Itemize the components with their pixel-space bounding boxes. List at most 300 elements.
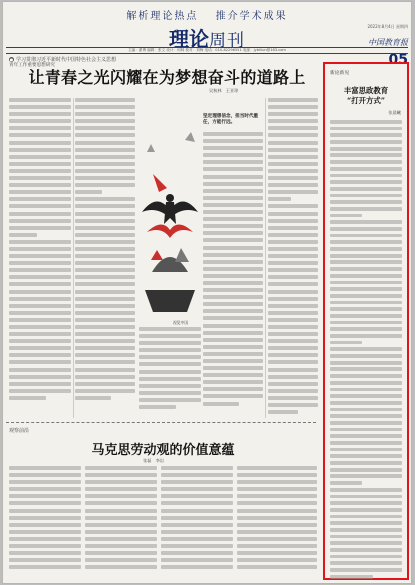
text-line [9, 304, 71, 308]
text-line [268, 119, 318, 123]
text-line [330, 140, 402, 144]
text-line [237, 501, 317, 505]
text-line [161, 466, 233, 470]
text-line [85, 551, 157, 555]
text-line [203, 132, 263, 136]
text-line [9, 530, 81, 534]
text-line [330, 167, 402, 171]
sidebar-headline-line1: 丰富思政教育 [343, 86, 389, 95]
text-line [268, 204, 318, 208]
text-line [9, 509, 81, 513]
text-line [75, 212, 135, 216]
text-line [330, 174, 402, 178]
text-line [330, 321, 402, 325]
masthead-title-sub: 周刊 [209, 31, 245, 51]
sidebar-headline-line2: “打开方式” [346, 96, 386, 105]
text-line [237, 473, 317, 477]
text-line [330, 461, 402, 465]
text-line [330, 267, 402, 271]
newspaper-page [2, 1, 412, 584]
text-line [268, 112, 318, 116]
page-number: 05 [388, 52, 408, 68]
text-line [203, 359, 263, 363]
text-line [75, 346, 135, 350]
text-line [85, 487, 157, 491]
text-line [330, 488, 402, 492]
text-line [268, 226, 318, 230]
text-line [75, 297, 135, 301]
highlighted-sidebar-article[interactable] [323, 62, 409, 580]
text-line [268, 212, 318, 216]
text-line [161, 501, 233, 505]
text-line [330, 260, 402, 264]
text-line [203, 246, 263, 250]
text-line [330, 388, 402, 392]
text-line [9, 183, 71, 187]
text-line [203, 238, 263, 242]
text-line [9, 247, 71, 251]
text-line [9, 176, 71, 180]
text-line [330, 501, 402, 505]
text-line [268, 247, 318, 251]
text-line [75, 268, 135, 272]
text-line [268, 197, 291, 201]
section-bullet-icon: ● [9, 57, 14, 62]
text-line [9, 516, 81, 520]
text-line [203, 295, 263, 299]
text-line [203, 380, 263, 384]
text-line [203, 203, 263, 207]
paper-name: 中国教育报 [368, 38, 408, 47]
pull-quote-text: 坚定理想信念，担当时代重任，方能行远。 [203, 114, 259, 125]
text-line [330, 528, 402, 532]
text-line [330, 281, 402, 285]
text-line [330, 327, 402, 331]
text-line [330, 120, 402, 124]
text-line [203, 402, 239, 406]
text-line [9, 197, 71, 201]
text-line [330, 468, 402, 472]
text-line [85, 494, 157, 498]
text-line [203, 373, 263, 377]
article-column-2 [75, 98, 135, 403]
text-line [9, 494, 81, 498]
text-line [268, 133, 318, 137]
text-line [75, 176, 135, 180]
text-line [161, 530, 233, 534]
text-line [9, 353, 71, 357]
text-line [330, 294, 402, 298]
text-line [75, 254, 135, 258]
text-line [9, 558, 81, 562]
text-line [268, 325, 318, 329]
editor-info-line: 主编：翟博 编辑：张文 设计：何林 校对：刘梅 电话：010-82296551 电邮：jyblilun@163.com [128, 48, 286, 52]
text-line [203, 316, 263, 320]
text-line [203, 231, 263, 235]
text-line [330, 555, 402, 559]
text-line [330, 414, 402, 418]
text-line [85, 466, 157, 470]
text-line [237, 537, 317, 541]
text-line [330, 508, 402, 512]
text-line [268, 311, 318, 315]
text-line [75, 169, 135, 173]
text-line [139, 384, 201, 388]
text-line [9, 162, 71, 166]
text-line [9, 212, 71, 216]
text-line [330, 561, 402, 565]
text-line [85, 523, 157, 527]
text-line [237, 516, 317, 520]
text-line [268, 219, 318, 223]
text-line [75, 119, 135, 123]
text-line [268, 162, 318, 166]
text-line [330, 347, 402, 351]
text-line [75, 183, 135, 187]
text-line [9, 268, 71, 272]
text-line [161, 537, 233, 541]
text-line [330, 187, 402, 191]
text-line [330, 301, 402, 305]
masthead-slogan [3, 7, 411, 22]
text-line [330, 227, 402, 231]
text-line [75, 240, 135, 244]
text-line [268, 360, 318, 364]
text-line [268, 240, 318, 244]
text-line [75, 332, 135, 336]
main-section-label-text: 学习贯彻习近平新时代中国特色社会主义思想 [16, 57, 117, 63]
text-line [268, 403, 318, 407]
text-line [330, 314, 402, 318]
column-rule [73, 98, 74, 418]
text-line [161, 516, 233, 520]
text-line [203, 309, 263, 313]
text-line [330, 180, 402, 184]
text-line [139, 348, 201, 352]
text-line [9, 480, 81, 484]
text-line [330, 307, 402, 311]
text-line [330, 133, 402, 137]
text-line [203, 189, 263, 193]
text-line [330, 454, 402, 458]
text-line [9, 311, 71, 315]
text-line [330, 381, 402, 385]
text-line [268, 375, 318, 379]
text-line [9, 318, 71, 322]
text-line [75, 290, 135, 294]
text-line [9, 501, 81, 505]
article-column-2b [139, 327, 201, 412]
text-line [203, 210, 263, 214]
text-line [203, 224, 263, 228]
text-line [203, 387, 263, 391]
text-line [237, 558, 317, 562]
text-line [268, 382, 318, 386]
text-line [9, 551, 81, 555]
text-line [161, 523, 233, 527]
text-line [237, 530, 317, 534]
text-line [9, 126, 71, 130]
text-line [85, 544, 157, 548]
text-line [268, 282, 318, 286]
text-line [268, 233, 318, 237]
text-line [9, 544, 81, 548]
text-line [9, 375, 71, 379]
text-line [75, 148, 135, 152]
text-line [268, 190, 318, 194]
text-line [161, 494, 233, 498]
text-line [9, 240, 71, 244]
text-line [330, 240, 402, 244]
text-line [75, 368, 135, 372]
text-line [330, 575, 373, 579]
text-line [75, 105, 135, 109]
text-line [268, 353, 318, 357]
text-line [268, 290, 318, 294]
text-line [75, 112, 135, 116]
text-line [161, 487, 233, 491]
text-line [330, 421, 402, 425]
text-line [9, 155, 71, 159]
text-line [237, 551, 317, 555]
text-line [9, 254, 71, 258]
text-line [161, 509, 233, 513]
text-line [330, 434, 402, 438]
text-line [330, 541, 402, 545]
text-line [85, 480, 157, 484]
text-line [237, 494, 317, 498]
text-line [75, 389, 135, 393]
text-line [330, 200, 402, 204]
text-line [9, 565, 81, 569]
text-line [161, 551, 233, 555]
text-line [9, 98, 71, 102]
text-line [330, 160, 402, 164]
text-line [139, 405, 176, 409]
text-line [75, 360, 135, 364]
text-line [268, 368, 318, 372]
text-line [203, 274, 263, 278]
slogan-right: 推介学术成果 [215, 11, 288, 22]
text-line [203, 146, 263, 150]
text-line [330, 247, 402, 251]
text-line [9, 233, 37, 237]
text-line [203, 352, 263, 356]
text-line [330, 361, 402, 365]
text-line [237, 523, 317, 527]
text-line [75, 375, 135, 379]
main-headline: 让青春之光闪耀在为梦想奋斗的道路上 [28, 68, 306, 87]
text-line [75, 353, 135, 357]
text-line [203, 394, 263, 398]
text-line [161, 480, 233, 484]
second-column-2 [85, 466, 157, 572]
text-line [330, 354, 402, 358]
text-line [75, 311, 135, 315]
text-line [268, 275, 318, 279]
sidebar-headline [329, 86, 403, 106]
sidebar-author: 张晨曦 [388, 110, 401, 115]
text-line [330, 548, 402, 552]
text-line [9, 297, 71, 301]
text-line [85, 537, 157, 541]
text-line [268, 169, 318, 173]
text-line [139, 370, 201, 374]
text-line [75, 126, 135, 130]
text-line [237, 487, 317, 491]
text-line [330, 394, 402, 398]
text-line [9, 368, 71, 372]
text-line [330, 254, 402, 258]
text-line [9, 148, 71, 152]
text-line [268, 332, 318, 336]
text-line [9, 226, 71, 230]
text-line [85, 473, 157, 477]
text-line [203, 281, 263, 285]
main-section-label-2: 青年工作重要思想研究 [9, 63, 55, 68]
text-line [330, 408, 402, 412]
text-line [9, 389, 71, 393]
text-line [268, 297, 318, 301]
sidebar-section-label: 新论新见 [330, 71, 350, 76]
text-line [203, 182, 263, 186]
text-line [203, 267, 263, 271]
text-line [203, 167, 263, 171]
pull-quote [203, 114, 267, 126]
text-line [139, 327, 201, 331]
text-line [9, 332, 71, 336]
text-line [203, 331, 263, 335]
text-line [75, 396, 111, 400]
text-line [268, 141, 318, 145]
text-line [330, 220, 402, 224]
text-line [75, 261, 135, 265]
text-line [85, 530, 157, 534]
article-column-4 [268, 98, 318, 417]
text-line [9, 346, 71, 350]
second-byline: 张磊 李岩 [143, 458, 164, 463]
text-line [237, 480, 317, 484]
text-line [203, 139, 263, 143]
text-line [330, 441, 402, 445]
text-line [9, 382, 71, 386]
text-line [9, 261, 71, 265]
text-line [330, 214, 362, 218]
article-column-3 [203, 132, 263, 409]
text-line [330, 274, 402, 278]
text-line [268, 396, 318, 400]
text-line [330, 428, 402, 432]
text-line [268, 304, 318, 308]
text-line [139, 362, 201, 366]
text-line [203, 345, 263, 349]
text-line [75, 98, 135, 102]
text-line [203, 253, 263, 257]
column-rule [265, 98, 266, 418]
text-line [203, 260, 263, 264]
text-line [330, 535, 402, 539]
text-line [330, 194, 402, 198]
text-line [75, 304, 135, 308]
text-line [268, 410, 298, 414]
text-line [75, 382, 135, 386]
text-line [330, 341, 362, 345]
text-line [139, 341, 201, 345]
text-line [9, 105, 71, 109]
text-line [9, 466, 81, 470]
text-line [268, 98, 318, 102]
text-line [9, 275, 71, 279]
text-line [9, 169, 71, 173]
text-line [75, 162, 135, 166]
text-line [237, 466, 317, 470]
article-illustration [137, 122, 203, 318]
text-line [161, 473, 233, 477]
text-line [85, 509, 157, 513]
text-line [75, 141, 135, 145]
text-line [9, 141, 71, 145]
text-line [330, 153, 402, 157]
text-line [161, 558, 233, 562]
text-line [203, 338, 263, 342]
text-line [268, 254, 318, 258]
text-line [330, 495, 402, 499]
text-line [330, 147, 402, 151]
text-line [9, 523, 81, 527]
text-line [330, 568, 402, 572]
text-line [9, 190, 71, 194]
text-line [203, 153, 263, 157]
main-byline: 吴秋林 王亚琼 [209, 88, 239, 93]
text-line [330, 234, 402, 238]
text-line [330, 374, 402, 378]
text-line [9, 133, 71, 137]
text-line [9, 119, 71, 123]
text-line [203, 175, 263, 179]
text-line [268, 318, 318, 322]
second-section-label: 观察前沿 [9, 428, 30, 434]
text-line [330, 334, 402, 338]
text-line [203, 217, 263, 221]
text-line [9, 473, 81, 477]
text-line [330, 127, 402, 131]
text-line [203, 288, 263, 292]
text-line [268, 176, 318, 180]
second-column-3 [161, 466, 233, 572]
text-line [9, 204, 71, 208]
second-column-4 [237, 466, 317, 572]
text-line [9, 360, 71, 364]
text-line [9, 537, 81, 541]
text-line [330, 207, 402, 211]
text-line [330, 401, 402, 405]
text-line [75, 318, 135, 322]
text-line [75, 325, 135, 329]
text-line [203, 302, 263, 306]
text-line [161, 544, 233, 548]
text-line [268, 126, 318, 130]
section-divider [6, 422, 316, 423]
text-line [268, 105, 318, 109]
text-line [139, 398, 201, 402]
text-line [75, 339, 135, 343]
masthead-title-main: 理论 [169, 27, 209, 51]
text-line [9, 219, 71, 223]
text-line [268, 268, 318, 272]
text-line [139, 377, 201, 381]
text-line [330, 474, 402, 478]
article-column-1 [9, 98, 71, 403]
